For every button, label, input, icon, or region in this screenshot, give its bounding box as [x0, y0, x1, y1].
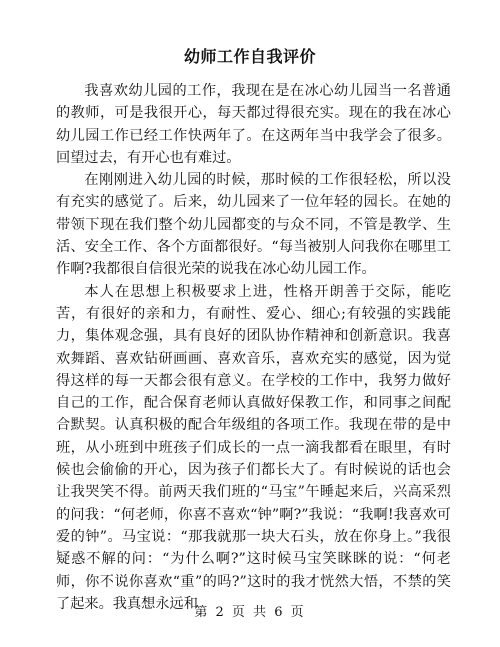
paragraph-3: 本人在思想上积极要求上进，性格开朗善于交际，能吃苦，有很好的亲和力，有耐性、爱心、细心;有较强的实践能力，集体观念强，具有良好的团队协作精神和创新意识。我喜欢舞蹈、喜欢钻研画画、喜欢音乐，喜欢充实的感觉，因为觉得这样的每一天都会很有意义。在学校的工作中，我努力做好自己的工作，配合保育老师认真做好保教工作，和同事之间配合默契。认真积极的配合年级组的各项工作。我现在带的是中班，从小班到中班孩子们成长的一点一滴我都看在眼里，有时候也会偷偷的开心，因为孩子们都长大了。有时候说的话也会让我哭笑不得。前两天我们班的“马宝”午睡起来后，兴高采烈的问我：“何老师，你喜不喜欢“钟”啊?”我说：“我啊!我喜欢可爱的钟”。马宝说：“那我就那一块大石头，放在你身上。”我很疑惑不解的问：“为什么啊?”这时候马宝笑眯眯的说：“何老师，你不说你喜欢“重”的吗?”这时的我才恍然大悟，不禁的笑了起来。我真想永远和 — [56, 283, 451, 612]
paragraph-2: 在刚刚进入幼儿园的时候，那时候的工作很轻松，所以没有充实的感觉了。后来，幼儿园来了一位年轻的园长。在她的带领下现在我们整个幼儿园都变的与众不同，不管是教学、生活、安全工作、各个方面都很好。“每当被别人问我你在哪里工作啊?我都很自信很光荣的说我在冰心幼儿园工作。 — [56, 172, 451, 278]
paragraph-1: 我喜欢幼儿园的工作，我现在是在冰心幼儿园当一名普通的教师，可是我很开心，每天都过得很充实。现在的我在冰心幼儿园工作已经工作快两年了。在这两年当中我学会了很多。回望过去，有开心也有难过。 — [56, 83, 451, 166]
document-title: 幼师工作自我评价 — [183, 47, 316, 66]
document-body — [56, 80, 451, 615]
page-number-footer: 第 2 页 共 6 页 — [194, 605, 306, 620]
